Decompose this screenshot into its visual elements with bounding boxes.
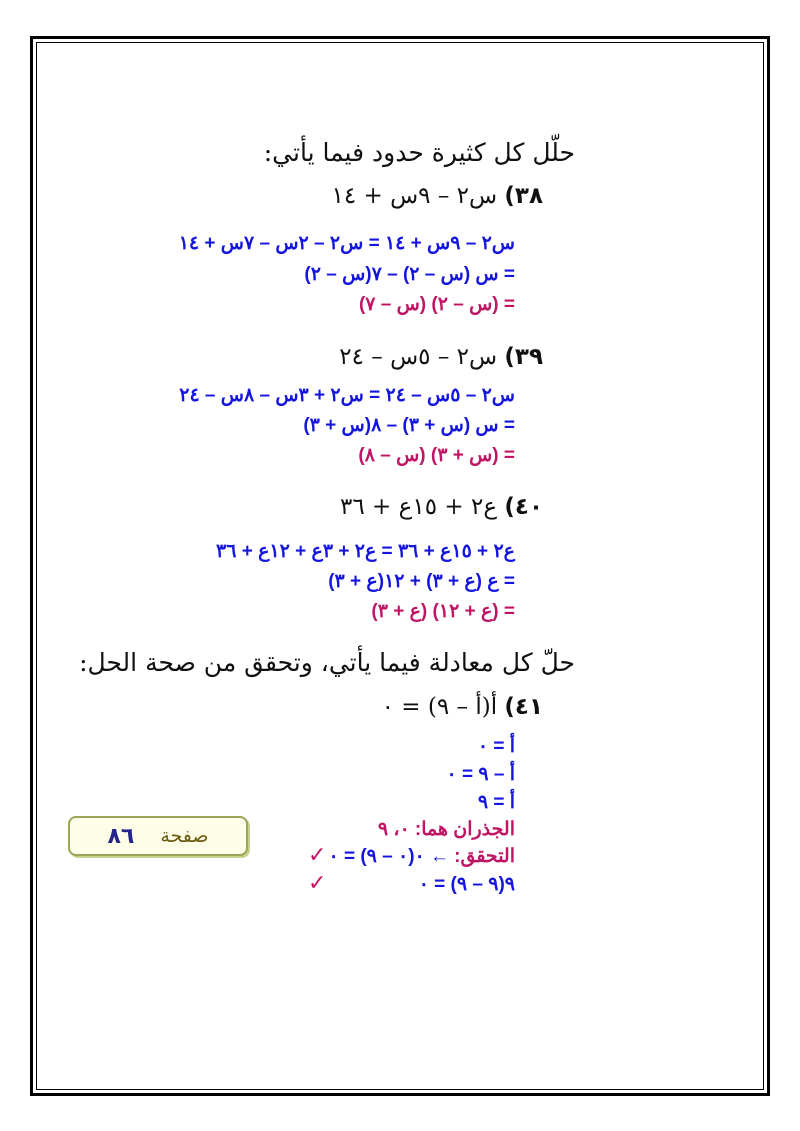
p41-check2: ٩(٩ – ٩) = ٠ [418, 874, 515, 895]
heading-factor: حلّل كل كثيرة حدود فيما يأتي: [263, 138, 575, 167]
page-label: صفحة [160, 825, 209, 847]
p41-roots-label: الجذران هما: [414, 819, 515, 840]
problem-38-number: ٣٨) [504, 183, 543, 209]
p39-step2: = س (س + ٣) – ٨(س + ٣) [303, 415, 515, 436]
problem-40 [340, 494, 543, 520]
checkmark-icon: ✓ [308, 871, 327, 896]
p41-line1: أ = ٠ [477, 736, 515, 757]
problem-41-expression: أ(أ – ٩) = ٠ [381, 694, 498, 720]
page-number-badge [68, 816, 248, 856]
problem-41-number: ٤١) [504, 694, 543, 720]
problem-38-expression: س٢ – ٩س + ١٤ [331, 183, 498, 209]
checkmark-icon: ✓ [308, 843, 327, 868]
p38-step1: س٢ – ٩س + ١٤ = س٢ – ٢س – ٧س + ١٤ [178, 233, 515, 254]
page-number: ٨٦ [107, 823, 135, 849]
p38-step2: = س (س – ٢) – ٧(س – ٢) [304, 264, 515, 285]
p39-step1: س٢ – ٥س – ٢٤ = س٢ + ٣س – ٨س – ٢٤ [179, 385, 515, 406]
p41-check-label: التحقق: [454, 846, 515, 867]
p41-roots-value: ٠، ٩ [377, 819, 410, 840]
problem-40-number: ٤٠) [504, 494, 543, 520]
heading-solve: حلّ كل معادلة فيما يأتي، وتحقق من صحة الحل: [79, 648, 575, 677]
problem-39-number: ٣٩) [504, 344, 543, 370]
p41-line2: أ – ٩ = ٠ [446, 764, 515, 785]
p41-check1 [328, 845, 515, 868]
problem-38 [331, 183, 543, 209]
p38-result: = (س – ٢) (س – ٧) [358, 294, 515, 315]
problem-40-expression: ع٢ + ١٥ع + ٣٦ [340, 494, 498, 520]
p41-check1-expression: ← ٠(٠ – ٩) = ٠ [328, 846, 450, 867]
p40-step1: ع٢ + ١٥ع + ٣٦ = ع٢ + ٣ع + ١٢ع + ٣٦ [216, 541, 515, 562]
p40-step2: = ع (ع + ٣) + ١٢(ع + ٣) [328, 571, 515, 592]
problem-39-expression: س٢ – ٥س – ٢٤ [339, 344, 498, 370]
problem-39 [339, 344, 543, 370]
problem-41 [382, 694, 543, 720]
p41-roots [378, 818, 515, 841]
p40-result: = (ع + ١٢) (ع + ٣) [371, 601, 515, 622]
p41-line3: أ = ٩ [477, 792, 515, 813]
p39-result: = (س + ٣) (س – ٨) [358, 445, 515, 466]
